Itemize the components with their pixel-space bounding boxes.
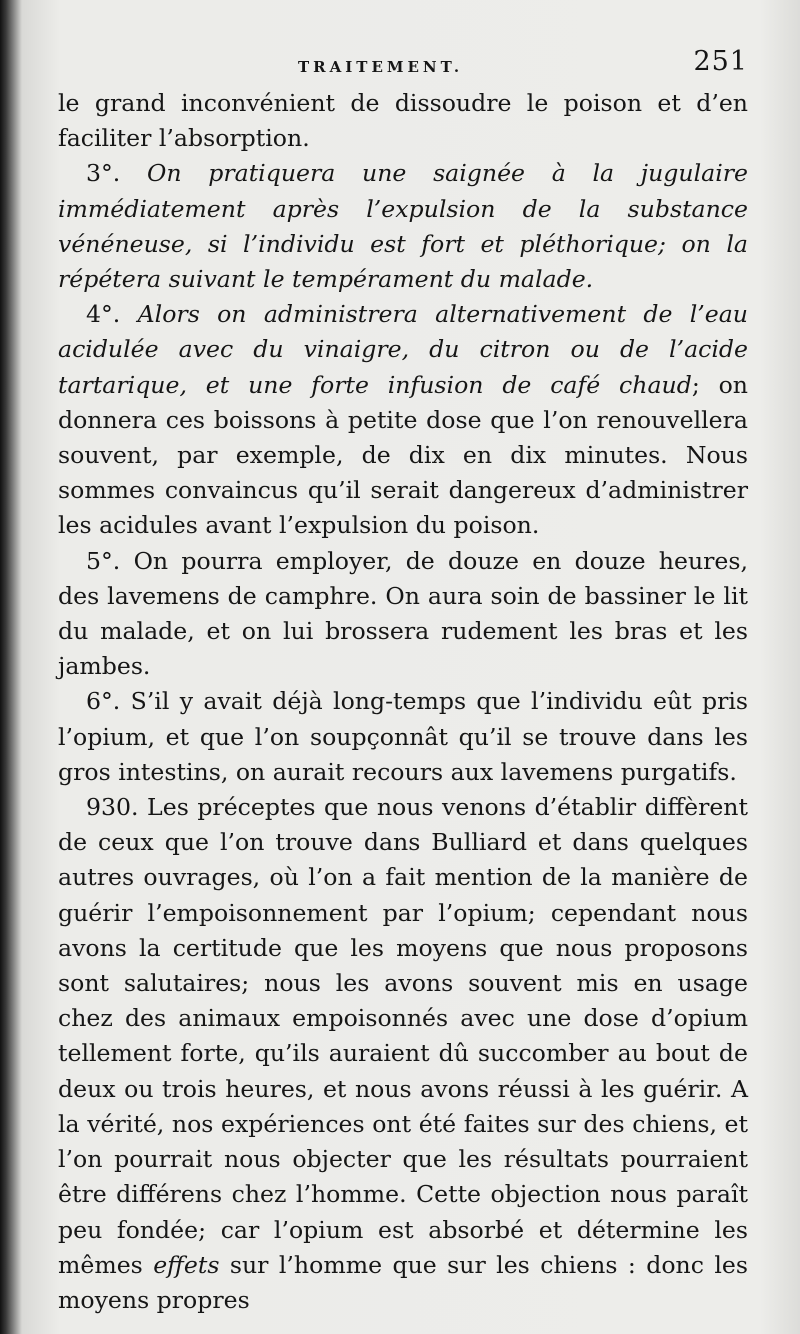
text-segment: 6°. S’il y avait déjà long-temps que l’individu eût pris l’opium, et que l’on soupçonnât qu’il se trouve dans les gros intestins, on aurait recours aux lavemens purgatifs.	[58, 687, 748, 786]
paragraph-step-6	[58, 684, 748, 790]
italic-text-segment: Alors on administrera alternativement de l’eau acidulée avec du vinaigre, du citron ou de l’acide tartarique, et une forte infusion de café chaud	[58, 300, 749, 399]
text-segment: 930. Les préceptes que nous venons d’établir diffèrent de ceux que l’on trouve dans Bulliard et dans quelques autres ouvrages, où l’on a fait mention de la manière de guérir l’empoisonnement par l’opium; cependant nous avons la certitude que les moyens que nous proposons sont salutaires; nous les avons souvent mis en usage chez des animaux empoisonnés avec une dose d’opium tellement forte, qu’ils auraient dû succomber au bout de deux ou trois heures, et nous avons réussi à les guérir. A la vérité, nos expériences ont été faites sur des chiens, et l’on pourrait nous objecter que les résultats pourraient être différens chez l’homme. Cette objection nous paraît peu fondée; car l’opium est absorbé et détermine les mêmes	[58, 793, 748, 1279]
step-number: 4°.	[86, 300, 138, 329]
paragraph-continuation	[58, 86, 748, 156]
italic-text-segment: On pratiquera une saignée à la jugulaire immédiatement après l’expulsion de la substance vénéneuse, si l’individu est fort et pléthorique; on la répétera suivant le tempérament du malade.	[58, 159, 748, 294]
running-title: TRAITEMENT.	[298, 58, 464, 76]
paragraph-930	[58, 790, 748, 1318]
text-segment: sur l’homme que sur les chiens : donc les moyens propres	[58, 1250, 749, 1314]
page-header	[58, 46, 748, 86]
italic-text-segment: effets	[153, 1250, 220, 1279]
text-segment: 5°. On pourra employer, de douze en douze heures, des lavemens de camphre. On aura soin de bassiner le lit du malade, et on lui brossera rudement les bras et les jambes.	[58, 546, 748, 681]
text-segment: ; on donnera ces boissons à petite dose que l’on renouvellera souvent, par exemple, de dix en dix minutes. Nous sommes convaincus qu’il serait dangereux d’administrer les acidules avant l’expulsion du poison.	[58, 370, 748, 540]
step-number: 3°.	[86, 159, 148, 188]
page-number: 251	[693, 46, 748, 77]
body-text	[58, 86, 748, 1318]
book-page	[58, 46, 748, 1318]
paragraph-step-3	[58, 156, 748, 297]
paragraph-step-5	[58, 544, 748, 685]
text-segment: le grand inconvénient de dissoudre le poison et d’en faciliter l’absorption.	[58, 89, 748, 153]
paragraph-step-4	[58, 297, 748, 543]
